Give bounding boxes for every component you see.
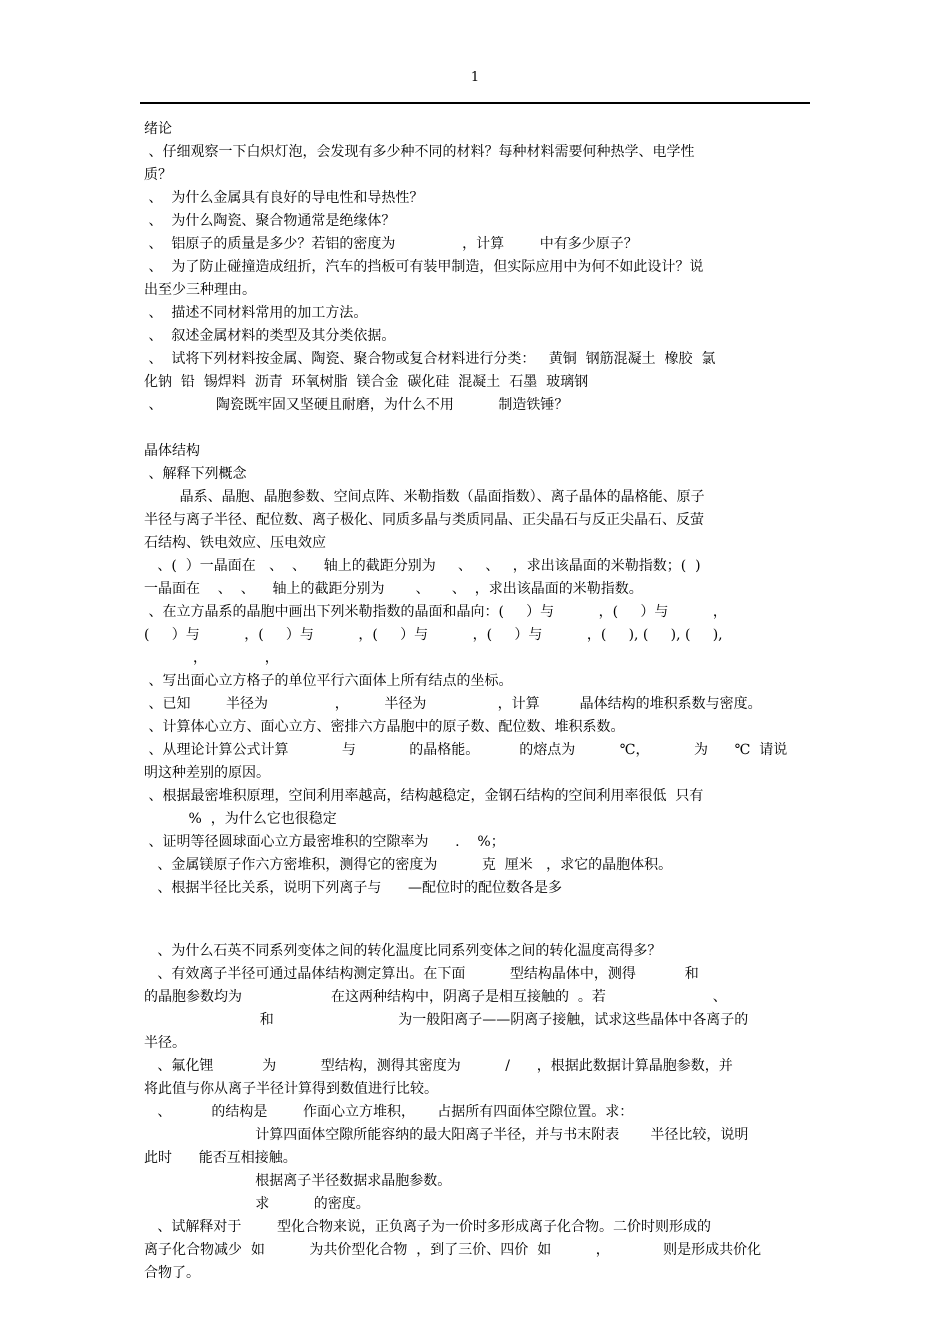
text-line: 、 为什么陶瓷、聚合物通常是绝缘体？ [144,213,396,229]
text-line: 半径与离子半径、配位数、离子极化、同质多晶与类质同晶、正尖晶石与反正尖晶石、反萤 [144,512,704,528]
text-line: 明这种差别的原因。 [144,765,270,781]
text-line: 、 描述不同材料常用的加工方法。 [144,305,368,321]
text-line: 此时 能否互相接触。 [144,1150,297,1166]
text-line: 、 为什么金属具有良好的导电性和导热性？ [144,190,424,206]
text-line: 、 为了防止碰撞造成纽折，汽车的挡板可有装甲制造，但实际应用中为何不如此设计？说 [144,259,704,275]
text-line: 的晶胞参数均为 在这两种结构中，阴离子是相互接触的 。若 、 [144,989,727,1005]
text-line: 、 试将下列材料按金属、陶瓷、聚合物或复合材料进行分类： 黄铜 钢筋混凝土 橡胶 氯 [144,351,716,367]
section-spacer [144,417,810,440]
text-line: 、试解释对于 型化合物来说，正负离子为一价时多形成离子化合物。二价时则形成的 [144,1219,711,1235]
text-line: 计算四面体空隙所能容纳的最大阳离子半径，并与书末附表 半径比较，说明 [144,1127,749,1143]
text-line: 、 叙述金属材料的类型及其分类依据。 [144,328,396,344]
text-line: 石结构、铁电效应、压电效应 [144,535,326,551]
section-continued-questions [144,940,810,1285]
text-line: 、 的结构是 作面心立方堆积， 占据所有四面体空隙位置。求： [144,1104,634,1120]
section-crystal-questions [144,463,810,900]
section-spacer [144,900,810,940]
text-line: 、已知 半径为 ， 半径为 ，计算 晶体结构的堆积系数与密度。 [144,696,762,712]
text-line: 晶系、晶胞、晶胞参数、空间点阵、米勒指数（晶面指数）、离子晶体的晶格能、原子 [144,489,705,505]
document-body [144,118,810,1285]
text-line: 离子化合物减少 如 为共价型化合物 ，到了三价、四价 如 ， 则是形成共价化 [144,1242,762,1258]
text-line: 、( ）一晶面在 、 、 轴上的截距分别为 、 、 ，求出该晶面的米勒指数；( ) [144,558,701,574]
text-line: 根据离子半径数据求晶胞参数。 [144,1173,452,1189]
text-line: 、证明等径圆球面心立方最密堆积的空隙率为 . %； [144,834,505,850]
text-line: 合物了。 [144,1265,200,1281]
text-line: 一晶面在 、 、 轴上的截距分别为 、 、 ，求出该晶面的米勒指数。 [144,581,643,597]
header-rule [140,102,810,104]
text-line: ( ）与 ，( ）与 ，( ）与 ，( ）与 ，( ), ( ), ( ), [144,627,723,643]
text-line: 、根据最密堆积原理，空间利用率越高，结构越稳定，金钢石结构的空间利用率很低 只有 [144,788,704,804]
text-line: 、从理论计算公式计算 与 的晶格能。 的熔点为 ℃， 为 ℃ 请说 [144,742,788,758]
text-line: 、在立方晶系的晶胞中画出下列米勒指数的晶面和晶向：( ）与 ，( ）与 ， [144,604,727,620]
section-title-intro: 绪论 [144,121,172,137]
text-line: 、根据半径比关系，说明下列离子与 —配位时的配位数各是多 [144,880,563,896]
text-line: 出至少三种理由。 [144,282,256,298]
text-line: 将此值与你从离子半径计算得到数值进行比较。 [144,1081,438,1097]
text-line: 求 的密度。 [144,1196,370,1212]
text-line: 、解释下列概念 [144,466,247,482]
text-line: 、为什么石英不同系列变体之间的转化温度比同系列变体之间的转化温度高得多？ [144,943,662,959]
text-line: 质？ [144,167,172,183]
text-line: 、金属镁原子作六方密堆积，测得它的密度为 克 厘米 ，求它的晶胞体积。 [144,857,673,873]
text-line: 、计算体心立方、面心立方、密排六方晶胞中的原子数、配位数、堆积系数。 [144,719,625,735]
text-line: 、氟化锂 为 型结构，测得其密度为 / ，根据此数据计算晶胞参数，并 [144,1058,733,1074]
text-line: 和 为一般阳离子——阴离子接触，试求这些晶体中各离子的 [144,1012,749,1028]
text-line: ， ， [144,650,279,666]
text-line: 、写出面心立方格子的单位平行六面体上所有结点的坐标。 [144,673,513,689]
section-title-crystal-structure: 晶体结构 [144,443,200,459]
text-line: 、有效离子半径可通过晶体结构测定算出。在下面 型结构晶体中，测得 和 [144,966,699,982]
section-intro-questions [144,141,810,417]
text-line: % ，为什么它也很稳定 [144,811,337,827]
text-line: 、 铝原子的质量是多少？若铝的密度为 ，计算 中有多少原子？ [144,236,638,252]
page-number: 1 [470,70,480,85]
text-line: 半径。 [144,1035,186,1051]
text-line: 化钠 铅 锡焊料 沥青 环氧树脂 镁合金 碳化硅 混凝土 石墨 玻璃钢 [144,374,589,390]
text-line: 、 陶瓷既牢固又坚硬且耐磨，为什么不用 制造铁锤？ [144,397,569,413]
text-line: 、仔细观察一下白炽灯泡，会发现有多少种不同的材料？每种材料需要何种热学、电学性 [144,144,695,160]
